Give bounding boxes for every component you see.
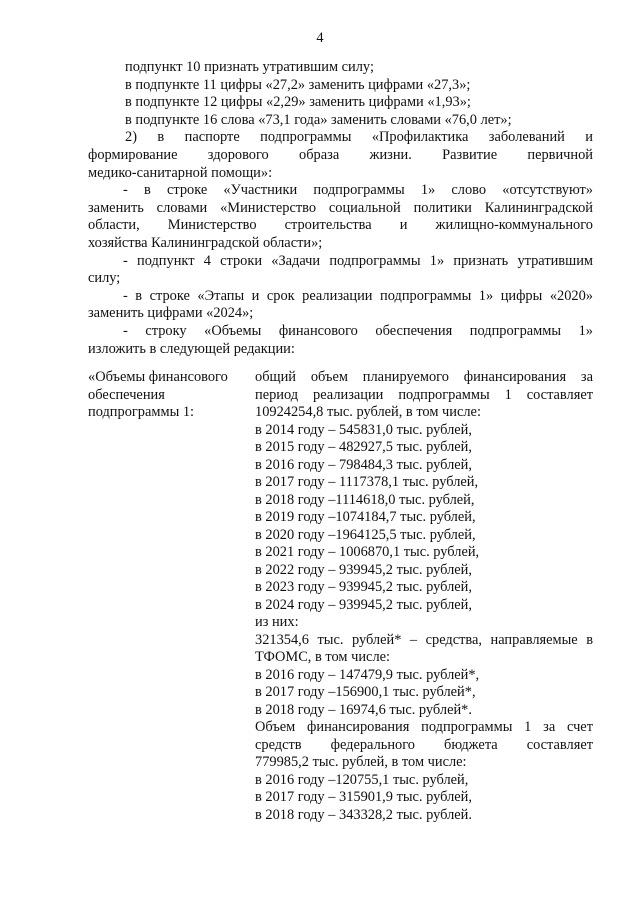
paragraph-line: изложить в следующей редакции: bbox=[88, 340, 295, 357]
financing-value-line: ТФОМС, в том числе: bbox=[255, 649, 391, 665]
paragraph-line: 2) в паспорте подпрограммы «Профилактика заболеваний и bbox=[125, 129, 593, 146]
paragraph-line: в подпункте 11 цифры «27,2» заменить цифрами «27,3»; bbox=[125, 76, 471, 93]
paragraph-line: заменить цифрами «2024»; bbox=[88, 305, 254, 322]
page-number: 4 bbox=[316, 30, 324, 46]
paragraph-line: формирование здорового образа жизни. Развитие первичной bbox=[88, 146, 593, 163]
paragraph-line: заменить словами «Министерство социальной политики Калининградской bbox=[88, 199, 593, 216]
financing-value-line: в 2024 году – 939945,2 тыс. рублей, bbox=[255, 596, 472, 613]
financing-value-line: в 2020 году –1964125,5 тыс. рублей, bbox=[255, 526, 476, 543]
amendment-text bbox=[88, 59, 593, 358]
financing-table-label-cell bbox=[88, 369, 243, 422]
paragraph-line: медико-санитарной помощи»: bbox=[88, 164, 273, 181]
paragraph-line: - подпункт 4 строки «Задачи подпрограммы 1» признать утратившим bbox=[123, 252, 593, 269]
financing-value-line: в 2017 году – 1117378,1 тыс. рублей, bbox=[255, 474, 479, 490]
financing-value-line: средств федерального бюджета составляет bbox=[255, 736, 593, 753]
paragraph-line: в подпункте 12 цифры «2,29» заменить цифрами «1,93»; bbox=[125, 94, 471, 111]
financing-value-line: в 2022 году – 939945,2 тыс. рублей, bbox=[255, 561, 472, 578]
financing-label-line: подпрограммы 1: bbox=[88, 404, 195, 421]
paragraph-line: в подпункте 16 слова «73,1 года» заменить словами «76,0 лет»; bbox=[125, 111, 512, 128]
paragraph-line: хозяйства Калининградской области»; bbox=[88, 234, 323, 251]
financing-value-line: в 2018 году – 16974,6 тыс. рублей*. bbox=[255, 701, 472, 718]
financing-value-line: в 2018 году –1114618,0 тыс. рублей, bbox=[255, 491, 475, 508]
paragraph-line: - в строке «Участники подпрограммы 1» слово «отсутствуют» bbox=[123, 182, 593, 199]
financing-value-line: 321354,6 тыс. рублей* – средства, направляемые в bbox=[255, 631, 593, 648]
financing-value-line: в 2021 году – 1006870,1 тыс. рублей, bbox=[255, 544, 480, 560]
financing-value-line: в 2016 году –120755,1 тыс. рублей, bbox=[255, 771, 469, 788]
paragraph-line: - строку «Объемы финансового обеспечения подпрограммы 1» bbox=[123, 322, 593, 339]
financing-value-line: в 2016 году – 798484,3 тыс. рублей, bbox=[255, 456, 472, 473]
financing-value-line: в 2019 году –1074184,7 тыс. рублей, bbox=[255, 509, 476, 525]
financing-value-line: в 2016 году – 147479,9 тыс. рублей*, bbox=[255, 666, 480, 683]
paragraph-line: области, Министерство строительства и жилищно-коммунального bbox=[88, 217, 593, 234]
financing-value-line: общий объем планируемого финансирования за bbox=[255, 369, 593, 385]
financing-table-value-cell bbox=[255, 369, 593, 824]
paragraph-line: подпункт 10 признать утратившим силу; bbox=[125, 59, 374, 75]
paragraph-line: силу; bbox=[88, 270, 121, 287]
financing-value-line: в 2018 году – 343328,2 тыс. рублей. bbox=[255, 806, 472, 823]
financing-value-line: 10924254,8 тыс. рублей, в том числе: bbox=[255, 404, 481, 420]
financing-value-line: 779985,2 тыс. рублей, в том числе: bbox=[255, 754, 467, 770]
financing-label-line: обеспечения bbox=[88, 386, 165, 403]
financing-value-line: в 2017 году –156900,1 тыс. рублей*, bbox=[255, 684, 476, 700]
financing-value-line: в 2023 году – 939945,2 тыс. рублей, bbox=[255, 579, 472, 595]
financing-value-line: в 2017 году – 315901,9 тыс. рублей, bbox=[255, 789, 472, 805]
financing-label-line: «Объемы финансового bbox=[88, 369, 228, 385]
financing-value-line: в 2015 году – 482927,5 тыс. рублей, bbox=[255, 439, 472, 455]
financing-value-line: Объем финансирования подпрограммы 1 за счет bbox=[255, 719, 593, 735]
financing-value-line: период реализации подпрограммы 1 составляет bbox=[255, 386, 593, 403]
financing-value-line: из них: bbox=[255, 614, 299, 630]
paragraph-line: - в строке «Этапы и срок реализации подпрограммы 1» цифры «2020» bbox=[123, 287, 593, 304]
financing-value-line: в 2014 году – 545831,0 тыс. рублей, bbox=[255, 421, 472, 438]
